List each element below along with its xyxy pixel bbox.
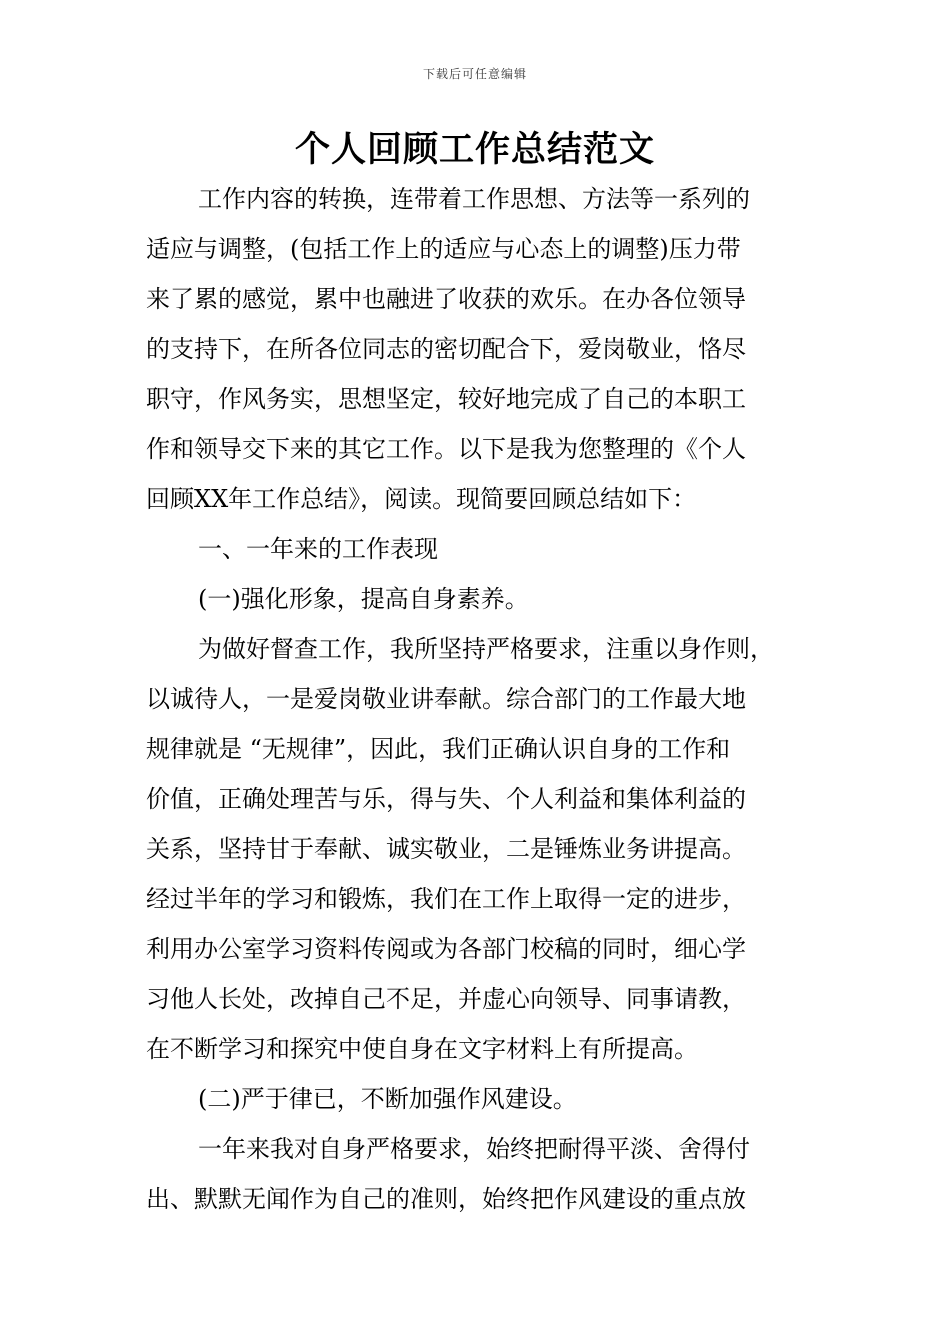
text-line: 经过半年的学习和锻炼，我们在工作上取得一定的进步，: [146, 885, 746, 913]
text-line: 以诚待人，一是爱岗敬业讲奉献。综合部门的工作最大地: [146, 685, 746, 713]
text-line: 出、默默无闻作为自己的准则，始终把作风建设的重点放: [146, 1185, 746, 1213]
document-body: [146, 174, 808, 1224]
text-line: 工作内容的转换，连带着工作思想、方法等一系列的: [198, 185, 750, 213]
text-line: 一年来我对自身严格要求，始终把耐得平淡、舍得付: [198, 1135, 750, 1163]
text-line: (一)强化形象，提高自身素养。: [198, 585, 529, 613]
text-line: 职守，作风务实，思想坚定，较好地完成了自己的本职工: [146, 385, 746, 413]
document-title: 个人回顾工作总结范文: [294, 130, 655, 170]
text-line: (二)严于律已，不断加强作风建设。: [198, 1085, 577, 1113]
text-line: 为做好督查工作，我所坚持严格要求，注重以身作则，: [198, 635, 774, 663]
header-note: 下载后可任意编辑: [422, 67, 527, 81]
text-line: 价值，正确处理苦与乐，得与失、个人利益和集体利益的: [146, 785, 746, 813]
text-line: 习他人长处，改掉自己不足，并虚心向领导、同事请教，: [146, 985, 746, 1013]
text-line: 关系，坚持甘于奉献、诚实敬业，二是锤炼业务讲提高。: [146, 835, 746, 863]
text-line: 一、一年来的工作表现: [198, 535, 438, 563]
text-line: 在不断学习和探究中使自身在文字材料上有所提高。: [146, 1035, 698, 1063]
text-line: 的支持下，在所各位同志的密切配合下，爱岗敬业，恪尽: [146, 335, 746, 363]
text-line: 作和领导交下来的其它工作。以下是我为您整理的《个人: [146, 435, 746, 463]
text-line: 适应与调整，(包括工作上的适应与心态上的调整)压力带: [146, 235, 741, 263]
text-line: 规律就是 “无规律”，因此，我们正确认识自身的工作和: [146, 735, 731, 763]
text-line: 来了累的感觉，累中也融进了收获的欢乐。在办各位领导: [146, 285, 746, 313]
text-line: 回顾XX年工作总结》，阅读。现简要回顾总结如下：: [146, 485, 697, 513]
text-line: 利用办公室学习资料传阅或为各部门校稿的同时，细心学: [146, 935, 746, 963]
